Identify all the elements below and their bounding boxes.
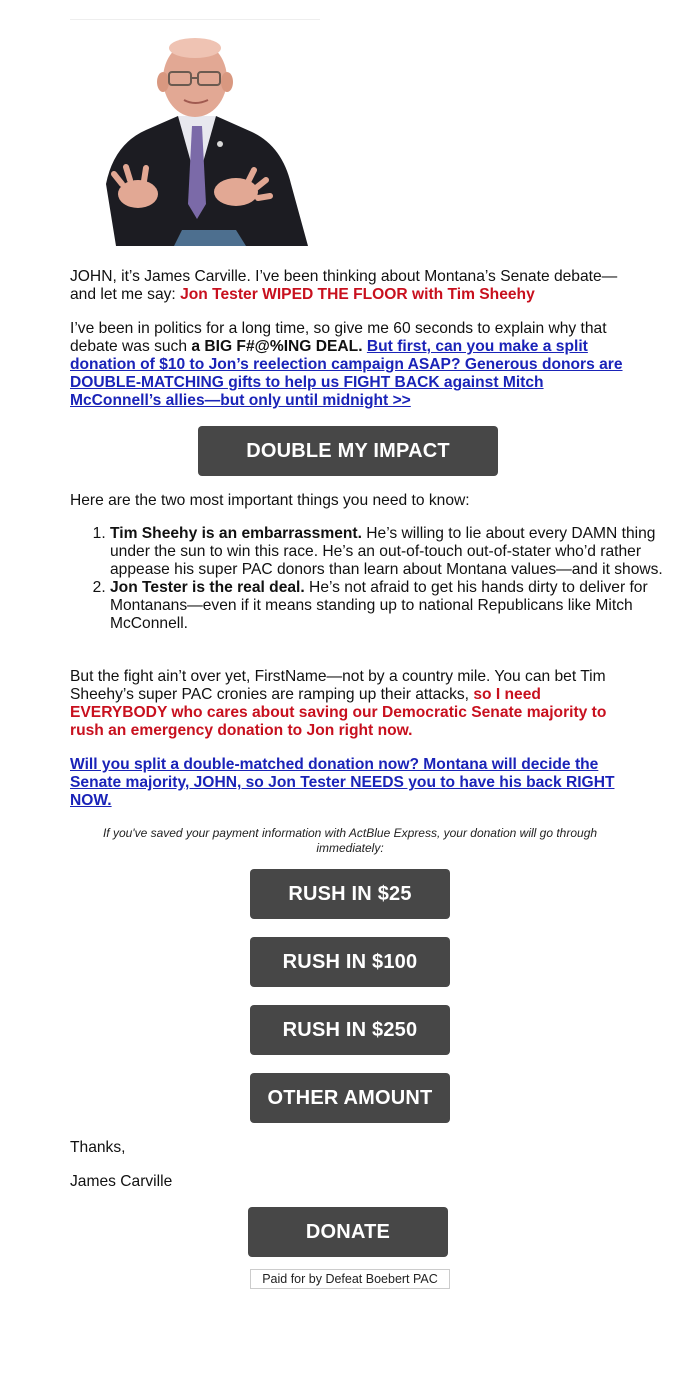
list-item-text: He’s willing to lie about every DAMN thing under the sun to win this race. He’s an out-of-touch out-of-stater who’d rather appease his super PAC donors than learn about Montana values—and it shows. [110, 525, 663, 578]
double-match-link[interactable]: Will you split a double-matched donation now? Montana will decide the Senate majority, JOHN, so Jon Tester NEEDS you to have his back RIGHT NOW. [70, 756, 615, 809]
donate-button[interactable]: DONATE [248, 1207, 448, 1257]
fight-text: But the fight ain’t over yet, FirstName—not by a country mile. You can bet Tim Sheehy’s super PAC cronies are ramping up their attacks, [70, 668, 606, 703]
rush-25-button[interactable]: RUSH IN $25 [250, 869, 450, 919]
signoff-name: James Carville [70, 1173, 173, 1190]
key-points-list [70, 525, 670, 633]
fight-highlight: so I need EVERYBODY who cares about saving our Democratic Senate majority to rush an emergency donation to Jon right now. [70, 686, 607, 739]
explain-bold: a BIG F#@%ING DEAL. [191, 338, 363, 355]
list-item-bold: Jon Tester is the real deal. [110, 579, 305, 596]
rush-100-button[interactable]: RUSH IN $100 [250, 937, 450, 987]
split-donation-link[interactable]: But first, can you make a split donation of $10 to Jon’s reelection campaign ASAP? Generous donors are DOUBLE-MATCHING gifts to help us FIGHT BACK against Mitch McConnell’s allies—but only until midnight >> [70, 338, 623, 409]
explain-text: I’ve been in politics for a long time, so give me 60 seconds to explain why that debate was such [70, 320, 607, 355]
rush-250-button[interactable]: RUSH IN $250 [250, 1005, 450, 1055]
list-intro: Here are the two most important things you need to know: [70, 492, 470, 509]
other-amount-button[interactable]: OTHER AMOUNT [250, 1073, 450, 1123]
paid-for-disclaimer: Paid for by Defeat Boebert PAC [250, 1269, 450, 1289]
intro-text: JOHN, it’s James Carville. I’ve been thinking about Montana’s Senate debate—and let me say: [70, 268, 618, 303]
james-carville-photo [86, 34, 308, 246]
intro-highlight: Jon Tester WIPED THE FLOOR with Tim Sheehy [180, 286, 535, 303]
list-item [110, 525, 670, 579]
fight-paragraph [70, 668, 630, 740]
list-item [110, 579, 670, 633]
signoff-thanks: Thanks, [70, 1139, 126, 1156]
list-item-text: He’s not afraid to get his hands dirty to deliver for Montanans—even if it means standing up to national Republicans like Mitch McConnell. [110, 579, 648, 632]
intro-paragraph [70, 268, 630, 304]
double-my-impact-button[interactable]: DOUBLE MY IMPACT [198, 426, 498, 476]
list-item-bold: Tim Sheehy is an embarrassment. [110, 525, 362, 542]
actblue-express-note: If you've saved your payment information with ActBlue Express, your donation will go through immediately: [102, 826, 598, 855]
top-divider [70, 19, 320, 20]
explain-paragraph [70, 320, 630, 410]
double-match-paragraph [70, 756, 630, 810]
